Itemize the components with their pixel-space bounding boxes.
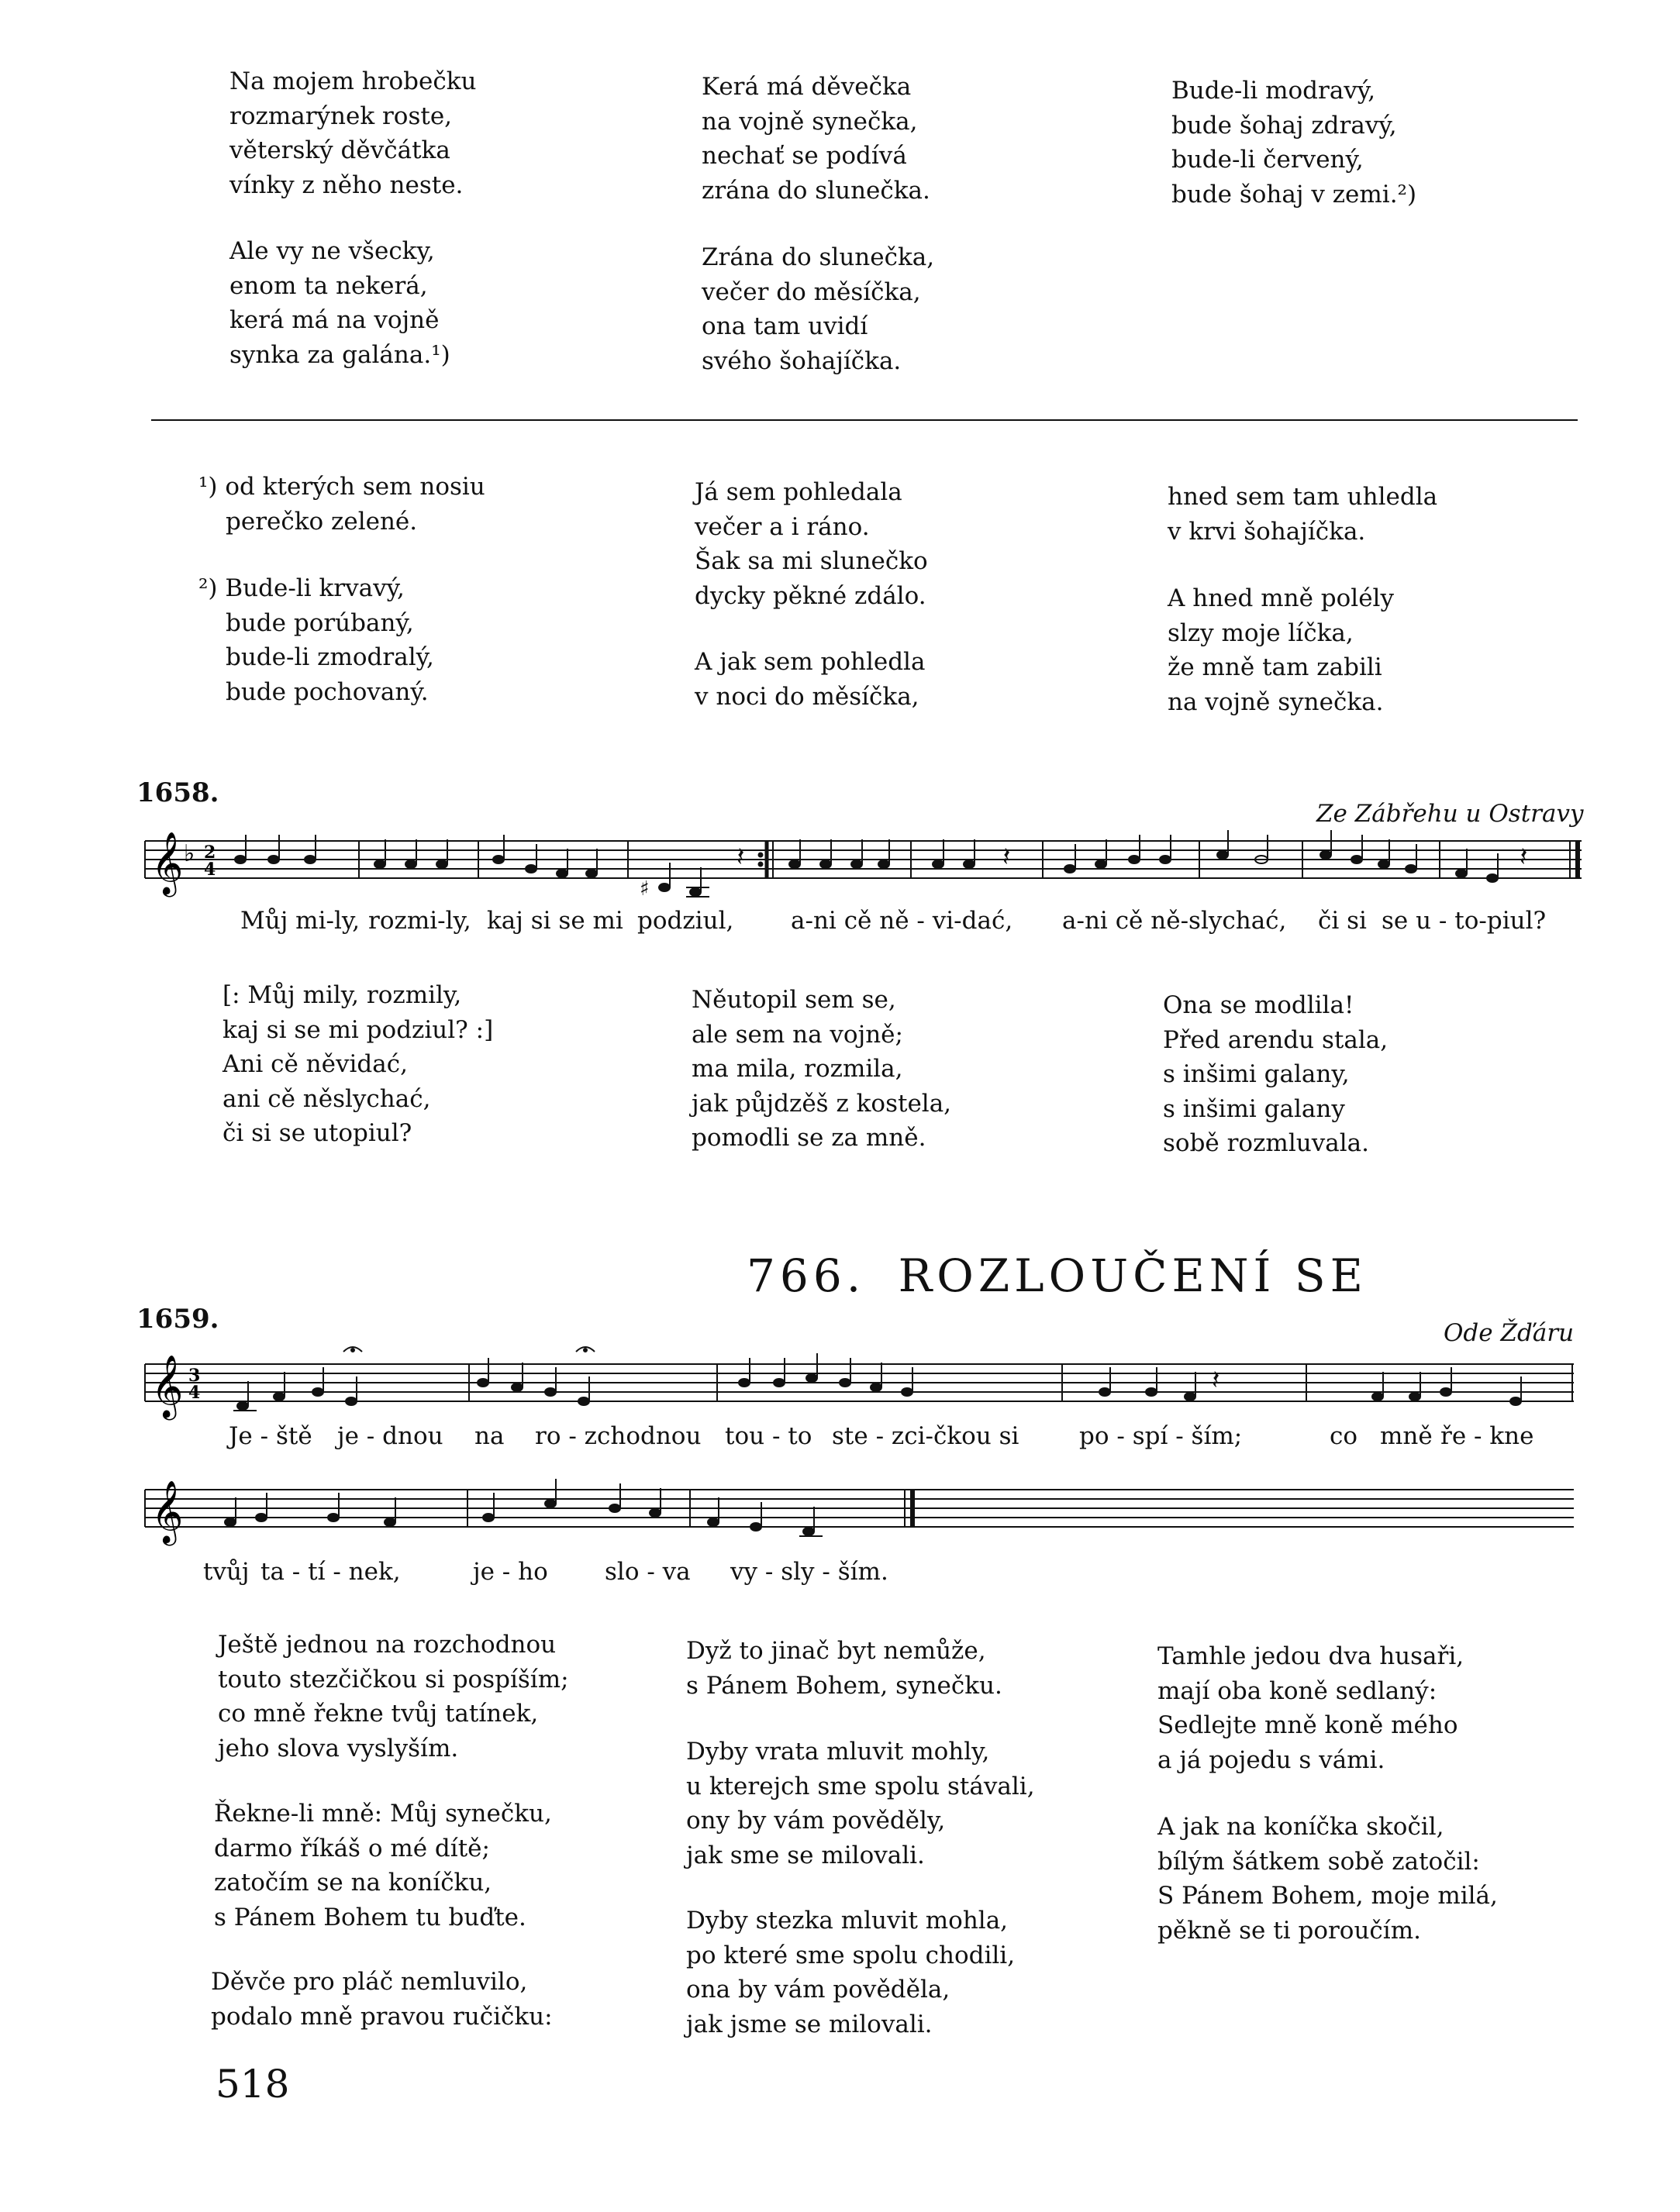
stanza-1659-5: [686, 1735, 1035, 1873]
verse-line: Sedlejte mně koně mého: [1157, 1711, 1458, 1739]
verse-line: hned sem tam uhledla: [1168, 483, 1438, 511]
verse-line: synka za galána.¹): [229, 340, 450, 369]
footnote-1: [198, 470, 485, 539]
stanza-top-1: [229, 64, 476, 202]
lyric-syllable: a-ni cě ně-slychać,: [1062, 907, 1287, 935]
verse-line: Ale vy ne všecky,: [229, 237, 435, 265]
verse-line: od kterých sem nosiu: [225, 473, 485, 501]
stanza-1659-1: [218, 1628, 569, 1766]
verse-line: [: Můj mily, rozmily,: [223, 981, 462, 1009]
verse-line: sobě rozmluvala.: [1163, 1129, 1369, 1157]
lyric-syllable: vy - sly - ším.: [730, 1558, 888, 1586]
verse-line: nechať se podívá: [702, 142, 907, 170]
verse-line: A jak sem pohledla: [695, 648, 926, 676]
treble-clef-icon: 𝄞: [151, 1354, 184, 1418]
verse-line: Dyby vrata mluvit mohly,: [686, 1738, 990, 1766]
footnote-marker: ¹): [198, 473, 218, 501]
stanza-1659-7: [1157, 1639, 1464, 1777]
verse-line: Před arendu stala,: [1163, 1025, 1389, 1054]
verse-line: Něutopil sem se,: [692, 986, 896, 1014]
verse-line: jak půjdzěš z kostela,: [692, 1089, 952, 1118]
song-origin-1659: Ode Žďáru: [1444, 1319, 1575, 1347]
flat-icon: ♭: [184, 840, 195, 867]
verse-line: v noci do měsíčka,: [695, 682, 919, 711]
stanza-mid-2: [695, 645, 925, 714]
time-signature-bottom: 4: [204, 860, 216, 880]
verse-line: Bude-li modravý,: [1171, 77, 1376, 105]
verse-line: rozmarýnek roste,: [229, 102, 453, 130]
lyric-syllable: je - dnou: [337, 1422, 443, 1450]
music-staff-1659-line2: [143, 1466, 1585, 1559]
lyric-syllable: mně: [1380, 1422, 1433, 1450]
lyric-syllable: kaj si se mi: [487, 907, 623, 935]
stanza-1659-3: [211, 1965, 553, 2034]
verse-line: Ona se modlila!: [1163, 991, 1354, 1019]
page-number: 518: [216, 2062, 290, 2107]
chapter-number: 766.: [747, 1249, 866, 1302]
verse-line: bude porúbaný,: [226, 608, 414, 637]
rest-icon: 𝄽: [737, 842, 745, 873]
verse-line: bude-li zmodralý,: [226, 643, 434, 671]
verse-line: Já sem pohledala: [695, 478, 902, 506]
verse-line: svého šohajíčka.: [702, 346, 902, 375]
verse-line: bude pochovaný.: [226, 677, 429, 706]
verse-line: věterský děvčátka: [229, 136, 450, 164]
lyric-syllable: tou - to: [725, 1422, 812, 1450]
lyric-syllable: tvůj: [203, 1558, 250, 1586]
chapter-title: ROZLOUČENÍ SE: [898, 1249, 1368, 1302]
lyric-syllable: ře - kne: [1440, 1422, 1534, 1450]
verse-line: Dyž to jinač byt nemůže,: [686, 1637, 986, 1665]
verse-line: s Pánem Bohem, synečku.: [686, 1671, 1002, 1700]
verse-line: bílým šátkem sobě zatočil:: [1157, 1847, 1480, 1876]
verse-line: Zrána do slunečka,: [702, 243, 935, 271]
lyric-syllable: je - ho: [473, 1558, 548, 1586]
lyric-syllable: a-ni cě ně - vi-dać,: [791, 907, 1013, 935]
verse-line: ony by vám pověděly,: [686, 1807, 946, 1835]
verse-line: S Pánem Bohem, moje milá,: [1157, 1882, 1498, 1910]
stanza-1658-2: [692, 983, 951, 1156]
stanza-top-4: [702, 240, 934, 378]
footnote-2: [198, 571, 434, 709]
verse-line: po které sme spolu chodili,: [686, 1941, 1016, 1969]
verse-line: kerá má na vojně: [229, 306, 440, 334]
verse-line: ona tam uvidí: [702, 312, 868, 340]
rest-icon: 𝄽: [1212, 1365, 1220, 1396]
verse-line: ani cě něslychać,: [223, 1084, 431, 1113]
lyric-syllable: co: [1330, 1422, 1358, 1450]
verse-line: bude šohaj zdravý,: [1171, 111, 1397, 140]
lyric-syllable: na: [474, 1422, 505, 1450]
verse-line: kaj si se mi podziul? :]: [223, 1015, 494, 1044]
verse-line: večer a i ráno.: [695, 512, 870, 541]
verse-line: bude šohaj v zemi.²): [1171, 180, 1417, 208]
verse-line: jak sme se milovali.: [686, 1841, 925, 1869]
rest-icon: 𝄽: [1002, 842, 1011, 873]
stanza-1658-1: [223, 978, 493, 1151]
lyric-syllable: ta - tí - nek,: [260, 1558, 401, 1586]
verse-line: a já pojedu s vámi.: [1157, 1745, 1385, 1774]
verse-line: s inšimi galany: [1163, 1094, 1345, 1123]
verse-line: perečko zelené.: [226, 507, 418, 536]
verse-line: podalo mně pravou ručičku:: [211, 2002, 553, 2031]
lyric-syllable: rozmi-ly,: [368, 907, 471, 935]
separator-rule: [151, 419, 1578, 421]
verse-line: na vojně synečka,: [702, 107, 918, 136]
verse-line: vínky z něho neste.: [229, 171, 464, 199]
lyric-syllable: Můj mi-ly,: [240, 907, 360, 935]
lyric-syllable: ro - zchodnou: [535, 1422, 702, 1450]
verse-line: pomodli se za mně.: [692, 1124, 926, 1152]
lyric-syllable: se u - to-piul?: [1382, 907, 1547, 935]
verse-line: co mně řekne tvůj tatínek,: [218, 1700, 539, 1728]
sharp-icon: ♯: [640, 877, 650, 901]
verse-line: Šak sa mi slunečko: [695, 547, 928, 575]
rest-icon: 𝄽: [1520, 842, 1528, 873]
verse-line: jeho slova vyslyším.: [218, 1734, 459, 1762]
verse-line: Kerá má děvečka: [702, 73, 912, 101]
verse-line: zatočím se na koníčku,: [214, 1869, 492, 1897]
verse-line: slzy moje líčka,: [1168, 618, 1354, 647]
lyric-syllable: po - spí - ším;: [1079, 1422, 1243, 1450]
song-number-1659: 1659.: [136, 1304, 219, 1335]
verse-line: či si se utopiul?: [223, 1119, 412, 1147]
verse-line: touto stezčičkou si pospíším;: [218, 1665, 569, 1693]
verse-line: že mně tam zabili: [1168, 653, 1382, 681]
verse-line: Řekne-li mně: Můj synečku,: [214, 1800, 552, 1828]
stanza-1659-6: [686, 1904, 1015, 2041]
stanza-mid-3: [1168, 480, 1437, 549]
time-signature-bottom: 4: [188, 1383, 201, 1403]
verse-line: A jak na koníčka skočil,: [1157, 1813, 1444, 1841]
stanza-top-2: [229, 234, 450, 372]
time-signature-top: 3: [188, 1366, 201, 1386]
footnote-marker: ²): [198, 574, 218, 602]
verse-line: večer do měsíčka,: [702, 277, 921, 306]
verse-line: enom ta nekerá,: [229, 271, 428, 300]
lyric-syllable: či si: [1318, 907, 1367, 935]
stanza-1659-2: [214, 1797, 552, 1935]
verse-line: Bude-li krvavý,: [225, 574, 405, 602]
stanza-mid-4: [1168, 581, 1394, 719]
verse-line: pěkně se ti poroučím.: [1157, 1916, 1421, 1945]
verse-line: Dyby stezka mluvit mohla,: [686, 1907, 1009, 1935]
stanza-1659-8: [1157, 1810, 1498, 1948]
verse-line: zrána do slunečka.: [702, 176, 930, 205]
lyric-syllable: Je - ště: [229, 1422, 312, 1450]
stanza-mid-1: [695, 475, 928, 613]
verse-line: ale sem na vojně;: [692, 1020, 903, 1049]
verse-line: Ještě jednou na rozchodnou: [218, 1631, 557, 1659]
song-origin-1658: Ze Zábřehu u Ostravy: [1316, 800, 1584, 828]
stanza-top-5: [1171, 74, 1416, 212]
time-signature-top: 2: [204, 842, 216, 863]
verse-line: ma mila, rozmila,: [692, 1055, 903, 1083]
verse-line: v krvi šohajíčka.: [1168, 517, 1366, 546]
lyric-syllable: podziul,: [637, 907, 734, 935]
stanza-top-3: [702, 70, 930, 208]
lyric-syllable: slo - va: [605, 1558, 691, 1586]
verse-line: A hned mně polély: [1168, 584, 1394, 612]
treble-clef-icon: 𝄞: [151, 831, 184, 894]
music-staff-1658: [143, 818, 1585, 918]
treble-clef-icon: 𝄞: [151, 1480, 184, 1543]
song-number-1658: 1658.: [136, 777, 219, 808]
stanza-1659-4: [686, 1634, 1002, 1703]
verse-line: u kterejch sme spolu stávali,: [686, 1772, 1035, 1800]
verse-line: Ani cě něvidać,: [223, 1050, 408, 1078]
verse-line: darmo říkáš o mé dítě;: [214, 1834, 490, 1862]
verse-line: Tamhle jedou dva husaři,: [1157, 1642, 1464, 1670]
chapter-heading: [0, 1249, 1680, 1302]
lyric-syllable: ste - zci-čkou si: [832, 1422, 1019, 1450]
verse-line: Děvče pro pláč nemluvilo,: [211, 1968, 528, 1996]
verse-line: mají oba koně sedlaný:: [1157, 1676, 1437, 1705]
verse-line: Na mojem hrobečku: [229, 67, 477, 95]
verse-line: s Pánem Bohem tu buďte.: [214, 1903, 526, 1931]
verse-line: jak jsme se milovali.: [686, 2010, 933, 2038]
verse-line: bude-li červený,: [1171, 146, 1364, 174]
verse-line: ona by vám pověděla,: [686, 1976, 950, 2004]
verse-line: dycky pěkné zdálo.: [695, 581, 926, 610]
verse-line: na vojně synečka.: [1168, 687, 1384, 716]
stanza-1658-3: [1163, 988, 1388, 1161]
verse-line: s inšimi galany,: [1163, 1060, 1350, 1088]
